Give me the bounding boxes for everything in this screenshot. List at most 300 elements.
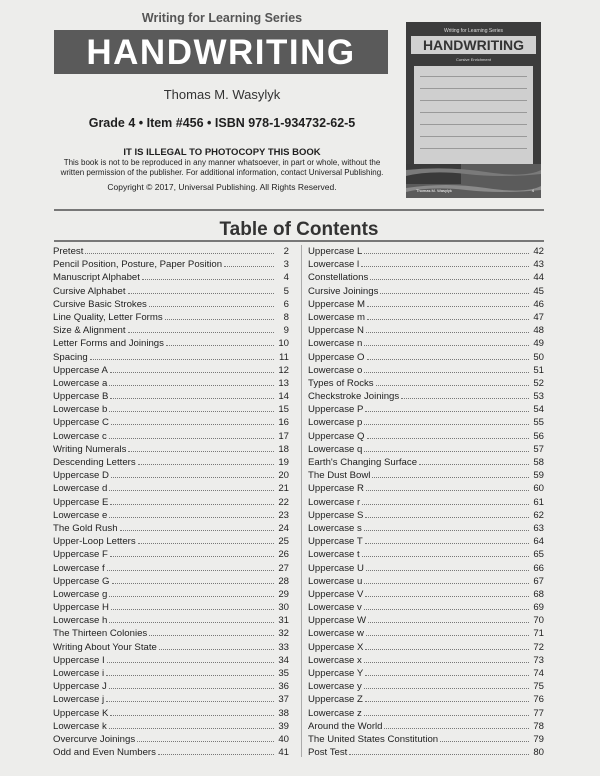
toc-entry — [53, 496, 289, 509]
toc-entry-title: The United States Constitution — [308, 733, 439, 745]
toc-entry — [308, 654, 544, 667]
title-banner — [54, 30, 388, 74]
toc-entry-page: 46 — [533, 298, 544, 310]
toc-entry — [53, 601, 289, 614]
dot-leader — [158, 754, 274, 755]
dot-leader — [367, 359, 529, 360]
toc-entry-page: 71 — [533, 628, 544, 640]
toc-entry-page: 3 — [283, 259, 289, 271]
toc-entry-page: 73 — [533, 654, 544, 666]
column-divider — [301, 245, 302, 757]
toc-entry — [308, 535, 544, 548]
toc-entry-page: 60 — [533, 483, 544, 495]
toc-entry-title: Uppercase H — [53, 602, 109, 614]
toc-entry-page: 63 — [533, 522, 544, 534]
toc-entry-page: 6 — [283, 298, 289, 310]
toc-entry — [53, 377, 289, 390]
dot-leader — [364, 530, 529, 531]
toc-entry-page: 55 — [533, 417, 544, 429]
cover-writing-line — [420, 88, 527, 89]
toc-entry — [308, 403, 544, 416]
toc-entry-page: 8 — [283, 311, 289, 323]
dot-leader — [109, 688, 274, 689]
toc-entry — [53, 443, 289, 456]
toc-entry-title: Uppercase C — [53, 417, 109, 429]
toc-entry-title: Lowercase v — [308, 602, 362, 614]
toc-entry — [53, 456, 289, 469]
author-name: Thomas M. Wasylyk — [163, 87, 281, 102]
toc-entry-page: 40 — [278, 733, 289, 745]
cover-writing-line — [420, 148, 527, 149]
toc-entry-title: Lowercase y — [308, 681, 362, 693]
dot-leader — [138, 543, 274, 544]
toc-entry — [308, 707, 544, 720]
toc-entry — [308, 588, 544, 601]
toc-entry — [308, 351, 544, 364]
dot-leader — [364, 688, 529, 689]
toc-entry-title: The Dust Bowl — [308, 470, 371, 482]
cover-writing-line — [420, 124, 527, 125]
toc-entry-title: Uppercase Y — [308, 668, 364, 679]
dot-leader — [384, 728, 529, 729]
toc-entry-title: Lowercase j — [53, 694, 105, 706]
toc-entry-title: Uppercase B — [53, 391, 109, 403]
toc-entry-title: Lowercase q — [308, 443, 363, 455]
cover-subtitle: Cursive Enrichment — [456, 57, 491, 62]
dot-leader — [364, 253, 529, 254]
toc-entry-page: 23 — [278, 509, 289, 521]
dot-leader — [110, 504, 274, 505]
toc-entry — [53, 562, 289, 575]
toc-entry-page: 19 — [278, 457, 289, 468]
toc-entry — [53, 271, 289, 284]
toc-entry-title: Uppercase R — [308, 483, 364, 495]
toc-entry-page: 21 — [278, 483, 289, 495]
toc-entry-page: 2 — [283, 246, 289, 257]
toc-entry-page: 47 — [533, 311, 544, 323]
toc-entry-title: Post Test — [308, 747, 348, 759]
toc-entry-title: Uppercase J — [53, 681, 107, 693]
toc-entry-page: 64 — [533, 536, 544, 548]
dot-leader — [349, 754, 529, 755]
toc-entry-title: Lowercase g — [53, 588, 108, 600]
toc-entry-page: 9 — [283, 325, 289, 337]
toc-entry-title: Writing About Your State — [53, 641, 157, 653]
toc-entry — [53, 403, 289, 416]
toc-entry — [53, 258, 289, 271]
toc-entry-page: 49 — [533, 338, 544, 350]
dot-leader — [109, 438, 274, 439]
dot-leader — [109, 517, 274, 518]
toc-entry — [53, 654, 289, 667]
dot-leader — [110, 372, 274, 373]
dot-leader — [364, 372, 529, 373]
toc-entry-page: 68 — [533, 588, 544, 600]
series-name: Writing for Learning Series — [141, 11, 303, 25]
toc-entry-title: Lowercase r — [308, 496, 361, 508]
toc-entry-title: Lowercase l — [308, 259, 360, 271]
toc-entry-title: Uppercase X — [308, 641, 364, 653]
dot-leader — [109, 490, 274, 491]
toc-entry — [53, 614, 289, 627]
toc-entry — [308, 575, 544, 588]
toc-entry — [53, 416, 289, 429]
toc-entry-page: 4 — [283, 272, 289, 284]
cover-handwriting-page — [414, 66, 533, 178]
cover-author: Thomas M. Wasylyk — [416, 188, 452, 193]
dot-leader — [107, 570, 274, 571]
toc-entry-page: 32 — [278, 628, 289, 640]
toc-entry-page: 56 — [533, 430, 544, 442]
toc-entry — [53, 324, 289, 337]
toc-entry-title: Lowercase x — [308, 654, 362, 666]
toc-entry-title: Lowercase a — [53, 377, 108, 389]
toc-entry-page: 57 — [533, 443, 544, 455]
cover-writing-line — [420, 76, 527, 77]
toc-column-right — [308, 245, 544, 759]
toc-entry-title: Lowercase e — [53, 509, 108, 521]
toc-entry — [308, 746, 544, 759]
toc-entry — [308, 733, 544, 746]
dot-leader — [106, 675, 274, 676]
toc-entry — [308, 680, 544, 693]
toc-entry-page: 13 — [278, 377, 289, 389]
toc-entry — [53, 733, 289, 746]
toc-entry-title: Uppercase Q — [308, 430, 365, 442]
dot-leader — [112, 583, 274, 584]
toc-entry — [53, 548, 289, 561]
dot-leader — [109, 622, 274, 623]
toc-entry-title: Lowercase m — [308, 311, 366, 323]
item-info: Grade 4 • Item #456 • ISBN 978-1-934732-62-5 — [88, 116, 356, 130]
toc-entry-page: 54 — [533, 404, 544, 416]
dot-leader — [111, 477, 274, 478]
toc-entry-page: 69 — [533, 602, 544, 614]
toc-entry-page: 77 — [533, 707, 544, 719]
toc-entry — [308, 416, 544, 429]
toc-entry-page: 72 — [533, 641, 544, 653]
dot-leader — [364, 583, 529, 584]
dot-leader — [367, 319, 529, 320]
toc-entry-title: Cursive Alphabet — [53, 285, 126, 297]
book-title: HANDWRITING — [86, 33, 356, 72]
toc-entry-title: Lowercase b — [53, 404, 108, 416]
toc-entry-title: Line Quality, Letter Forms — [53, 311, 163, 323]
toc-entry-title: Lowercase i — [53, 668, 105, 679]
dot-leader — [109, 596, 274, 597]
toc-entry-page: 33 — [278, 641, 289, 653]
toc-entry-page: 34 — [278, 654, 289, 666]
toc-entry-page: 39 — [278, 720, 289, 732]
dot-leader — [107, 662, 274, 663]
toc-entry-title: Cursive Basic Strokes — [53, 298, 147, 310]
toc-entry — [53, 469, 289, 482]
toc-entry — [53, 535, 289, 548]
toc-entry-page: 38 — [278, 707, 289, 719]
dot-leader — [366, 635, 529, 636]
dot-leader — [372, 477, 529, 478]
toc-entry-page: 48 — [533, 325, 544, 337]
toc-entry — [308, 324, 544, 337]
dot-leader — [110, 715, 274, 716]
toc-entry-title: Uppercase L — [308, 246, 363, 257]
toc-entry-title: Uppercase D — [53, 470, 109, 482]
dot-leader — [365, 649, 529, 650]
toc-entry — [53, 522, 289, 535]
toc-entry-title: Uppercase V — [308, 588, 364, 600]
toc-entry — [308, 298, 544, 311]
toc-entry-title: Uppercase A — [53, 364, 108, 376]
dot-leader — [366, 570, 529, 571]
copyright-notice: Copyright © 2017, Universal Publishing. All Rights Reserved. — [107, 182, 337, 192]
dot-leader — [365, 411, 529, 412]
toc-entry-title: Uppercase T — [308, 536, 363, 548]
toc-entry-title: Lowercase o — [308, 364, 363, 376]
toc-entry — [53, 667, 289, 680]
toc-entry-title: Overcurve Joinings — [53, 733, 136, 745]
dot-leader — [365, 517, 529, 518]
toc-entry-page: 41 — [278, 747, 289, 759]
toc-entry-page: 26 — [278, 549, 289, 561]
dot-leader — [149, 306, 274, 307]
toc-entry-title: Size & Alignment — [53, 325, 126, 337]
dot-leader — [128, 293, 274, 294]
toc-entry — [53, 746, 289, 759]
dot-leader — [366, 332, 529, 333]
toc-entry-page: 22 — [278, 496, 289, 508]
dot-leader — [149, 635, 274, 636]
toc-entry — [308, 641, 544, 654]
toc-entry-page: 53 — [533, 391, 544, 403]
toc-entry-title: Lowercase n — [308, 338, 363, 350]
dot-leader — [366, 490, 529, 491]
toc-entry-title: Uppercase W — [308, 615, 367, 627]
toc-entry — [308, 456, 544, 469]
toc-entry — [53, 627, 289, 640]
toc-entry-title: Cursive Joinings — [308, 285, 379, 297]
toc-entry-title: Earth's Changing Surface — [308, 457, 418, 468]
toc-entry — [308, 469, 544, 482]
toc-entry-title: Uppercase Z — [308, 694, 363, 706]
toc-entry-page: 52 — [533, 377, 544, 389]
dot-leader — [110, 556, 274, 557]
toc-entry — [308, 311, 544, 324]
toc-entry-title: Uppercase P — [308, 404, 364, 416]
toc-entry — [53, 390, 289, 403]
top-divider — [54, 209, 544, 211]
dot-leader — [166, 345, 274, 346]
toc-entry-page: 79 — [533, 733, 544, 745]
toc-entry-title: Descending Letters — [53, 457, 136, 468]
toc-entry-title: Lowercase t — [308, 549, 360, 561]
dot-leader — [128, 332, 274, 333]
toc-entry-title: Uppercase S — [308, 509, 364, 521]
toc-entry — [308, 337, 544, 350]
toc-entry-page: 18 — [278, 443, 289, 455]
toc-entry-title: Uppercase E — [53, 496, 109, 508]
toc-entry-title: Lowercase u — [308, 575, 363, 587]
toc-entry-page: 10 — [278, 338, 289, 350]
toc-entry — [308, 377, 544, 390]
dot-leader — [419, 464, 529, 465]
toc-entry-page: 65 — [533, 549, 544, 561]
toc-entry-title: Checkstroke Joinings — [308, 391, 400, 403]
dot-leader — [106, 701, 274, 702]
toc-entry-title: Uppercase G — [53, 575, 110, 587]
dot-leader — [401, 398, 529, 399]
dot-leader — [365, 596, 529, 597]
toc-entry-title: Lowercase p — [308, 417, 363, 429]
toc-entry-title: Types of Rocks — [308, 377, 374, 389]
dot-leader — [142, 279, 274, 280]
toc-entry — [53, 364, 289, 377]
toc-entry-title: Lowercase c — [53, 430, 107, 442]
toc-entry-title: The Gold Rush — [53, 522, 118, 534]
toc-entry-title: Writing Numerals — [53, 443, 127, 455]
toc-entry-page: 66 — [533, 562, 544, 574]
toc-entry — [308, 258, 544, 271]
toc-entry-page: 35 — [278, 668, 289, 679]
dot-leader — [440, 741, 529, 742]
dot-leader — [109, 728, 274, 729]
toc-entry-page: 75 — [533, 681, 544, 693]
toc-title: Table of Contents — [219, 219, 379, 240]
toc-entry — [308, 614, 544, 627]
dot-leader — [120, 530, 274, 531]
dot-leader — [364, 609, 529, 610]
toc-entry-title: Uppercase O — [308, 351, 365, 363]
toc-entry — [308, 482, 544, 495]
toc-entry-title: Lowercase k — [53, 720, 107, 732]
toc-entry — [308, 285, 544, 298]
toc-entry-title: Lowercase d — [53, 483, 108, 495]
toc-entry — [308, 271, 544, 284]
toc-entry-title: Uppercase U — [308, 562, 364, 574]
toc-entry — [308, 627, 544, 640]
toc-entry-title: Spacing — [53, 351, 88, 363]
toc-entry-page: 50 — [533, 351, 544, 363]
toc-entry — [308, 390, 544, 403]
toc-entry-page: 20 — [278, 470, 289, 482]
toc-entry — [53, 707, 289, 720]
toc-entry — [53, 337, 289, 350]
toc-entry-page: 29 — [278, 588, 289, 600]
toc-entry-title: Odd and Even Numbers — [53, 747, 156, 759]
toc-entry — [53, 311, 289, 324]
toc-entry-page: 14 — [278, 391, 289, 403]
toc-entry-page: 70 — [533, 615, 544, 627]
dot-leader — [85, 253, 274, 254]
toc-entry-page: 62 — [533, 509, 544, 521]
toc-entry-page: 30 — [278, 602, 289, 614]
toc-entry — [308, 720, 544, 733]
toc-entry-page: 44 — [533, 272, 544, 284]
toc-entry-page: 61 — [533, 496, 544, 508]
dot-leader — [380, 293, 529, 294]
toc-entry-page: 36 — [278, 681, 289, 693]
cover-writing-line — [420, 100, 527, 101]
dot-leader — [138, 464, 274, 465]
dot-leader — [111, 609, 274, 610]
toc-entry — [308, 667, 544, 680]
dot-leader — [365, 675, 529, 676]
toc-entry-page: 17 — [278, 430, 289, 442]
dot-leader — [365, 701, 529, 702]
dot-leader — [90, 359, 274, 360]
toc-entry-page: 31 — [278, 615, 289, 627]
toc-entry-page: 12 — [278, 364, 289, 376]
toc-entry-page: 25 — [278, 536, 289, 548]
reproduction-notice — [54, 158, 390, 178]
toc-entry-page: 51 — [533, 364, 544, 376]
toc-entry-page: 42 — [533, 246, 544, 257]
toc-entry-title: Uppercase F — [53, 549, 108, 561]
dot-leader — [137, 741, 274, 742]
dot-leader — [361, 266, 529, 267]
dot-leader — [364, 424, 529, 425]
notice-line: written permission of the publisher. For additional information, contact Universal Publishing. — [60, 168, 384, 177]
toc-entry — [308, 693, 544, 706]
toc-entry-title: Lowercase h — [53, 615, 108, 627]
toc-entry — [53, 298, 289, 311]
cover-thumbnail — [406, 22, 541, 198]
toc-entry-title: Lowercase z — [308, 707, 362, 719]
dot-leader — [370, 279, 529, 280]
toc-entry — [53, 641, 289, 654]
dot-leader — [159, 649, 274, 650]
toc-entry-page: 67 — [533, 575, 544, 587]
toc-entry — [53, 351, 289, 364]
toc-entry-title: Lowercase f — [53, 562, 105, 574]
dot-leader — [109, 411, 274, 412]
dot-leader — [367, 438, 529, 439]
toc-entry — [53, 720, 289, 733]
cover-writing-line — [420, 136, 527, 137]
toc-entry — [53, 482, 289, 495]
toc-entry-title: Letter Forms and Joinings — [53, 338, 164, 350]
toc-entry-page: 58 — [533, 457, 544, 468]
toc-entry — [308, 522, 544, 535]
dot-leader — [364, 715, 529, 716]
toc-entry — [308, 601, 544, 614]
toc-entry-title: Pretest — [53, 246, 84, 257]
toc-entry-title: Uppercase K — [53, 707, 109, 719]
toc-entry — [53, 680, 289, 693]
photocopy-warning: IT IS ILLEGAL TO PHOTOCOPY THIS BOOK — [123, 147, 321, 158]
notice-line: This book is not to be reproduced in any manner whatsoever, in part or whole, without the — [63, 158, 381, 167]
toc-entry-title: Constellations — [308, 272, 369, 284]
toc-entry-page: 59 — [533, 470, 544, 482]
toc-entry-title: Lowercase s — [308, 522, 362, 534]
toc-entry — [308, 548, 544, 561]
dot-leader — [365, 543, 529, 544]
cover-series: Writing for Learning Series — [443, 28, 504, 34]
toc-entry — [53, 245, 289, 258]
toc-column-left — [53, 245, 289, 759]
toc-entry-page: 45 — [533, 285, 544, 297]
cover-title-band — [411, 36, 536, 54]
toc-entry-page: 76 — [533, 694, 544, 706]
toc-entry-title: Lowercase w — [308, 628, 364, 640]
dot-leader — [364, 345, 529, 346]
toc-entry-page: 27 — [278, 562, 289, 574]
toc-entry-title: Upper-Loop Letters — [53, 536, 136, 548]
toc-entry-title: Uppercase I — [53, 654, 105, 666]
toc-entry-page: 37 — [278, 694, 289, 706]
toc-entry-title: Uppercase M — [308, 298, 366, 310]
toc-entry-page: 74 — [533, 668, 544, 679]
toc-entry-title: Uppercase N — [308, 325, 364, 337]
